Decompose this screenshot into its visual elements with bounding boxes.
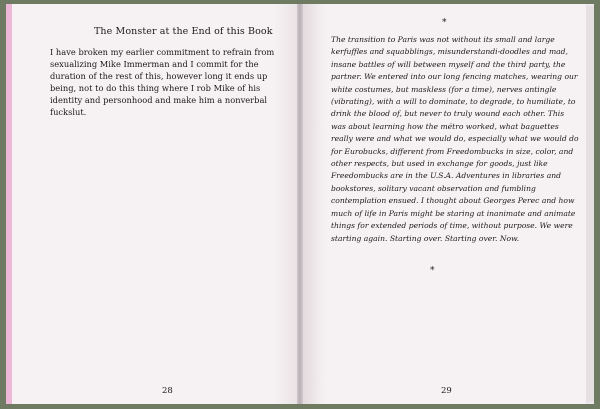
section-mark-top: * [442, 18, 447, 28]
left-page [6, 4, 303, 404]
right-page [303, 4, 586, 404]
right-page-body: The transition to Paris was not without its small and large kerfuffles and squabblings, misunderstandi-doodles and mad, insane battles of will between myself and the third party, the partner. We entered into our long fencing matches, wearing our white costumes, but maskless (for a time), nerves antingle (vibrating), with a will to dominate, to degrade, to humiliate, to drink the blood of, but never to truly wound each other. This was about learning how the métro worked, what baguettes really were and what we would do, especially what we would do for Eurobucks, different from Freedombucks in size, color, and other respects, but used in exchange for goods, just like Freedombucks are in the U.S.A. Adventures in libraries and bookstores, solitary vacant observation and fumbling contemplation ensued. I thought about Georges Perec and how much of life in Paris might be staring at inanimate and animate things for extended periods of time, without purpose. We were starting again. Starting over. Starting over. Now. [331, 35, 579, 243]
left-page-body: I have broken my earlier commitment to refrain from sexualizing Mike Immerman and I commit for the duration of the rest of this, however long it ends up being, not to do this thing where I rob Mike of his identity and personhood and make him a nonverbal fuckslut. [50, 47, 275, 118]
right-page-number: 29 [441, 386, 452, 396]
book-spread [6, 4, 594, 404]
section-mark-end: * [430, 266, 435, 276]
running-title: The Monster at the End of this Book [94, 26, 273, 37]
page-edges [586, 6, 594, 402]
left-page-number: 28 [162, 386, 173, 396]
